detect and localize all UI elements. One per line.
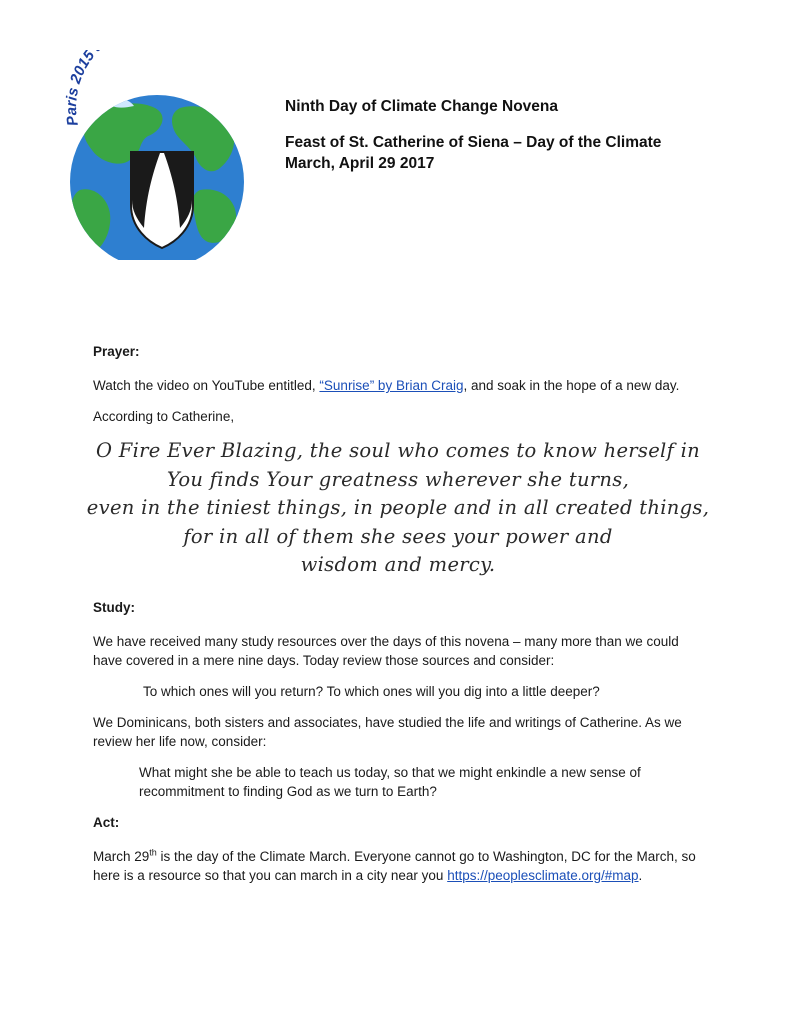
- globe-logo-icon: [60, 50, 250, 260]
- quote-line: wisdom and mercy.: [300, 553, 496, 576]
- study-paragraph-2: We Dominicans, both sisters and associates, have studied the life and writings of Catherine. As we review her life now, consider:: [93, 714, 682, 749]
- quote-line: for in all of them she sees your power and: [183, 524, 613, 548]
- header: [285, 96, 745, 174]
- video-text-after: , and soak in the hope of a new day.: [463, 378, 680, 393]
- act-superscript: th: [149, 847, 157, 857]
- act-text-before: March 29: [93, 848, 150, 864]
- video-text-before: Watch the video on YouTube entitled,: [93, 378, 320, 393]
- according-text: According to Catherine,: [93, 409, 235, 424]
- quote-line: even in the tiniest things, in people and in all created things,: [86, 496, 710, 519]
- date-line: March, April 29 2017: [285, 155, 435, 172]
- study-question-2: What might she be able to teach us today, so that we might enkindle a new sense of recommitment to finding God as we turn to Earth?: [139, 764, 641, 799]
- act-heading: Act:: [93, 814, 120, 830]
- study-heading: Study:: [93, 599, 135, 615]
- catherine-quote: [73, 437, 723, 580]
- act-period: .: [638, 867, 643, 883]
- study-paragraph-1: We have received many study resources over the days of this novena – many more than we could have covered in a mere nine days. Today review those sources and consider:: [93, 633, 679, 668]
- logo-arc-text: Paris 2015: [63, 50, 99, 128]
- peoples-climate-map-link[interactable]: https://peoplesclimate.org/#map: [447, 867, 639, 883]
- sunrise-video-link[interactable]: “Sunrise” by Brian Craig: [319, 378, 464, 393]
- page-title: Ninth Day of Climate Change Novena: [285, 98, 559, 115]
- study-question-1: To which ones will you return? To which ones will you dig into a little deeper?: [143, 683, 600, 699]
- page-subtitle: Feast of St. Catherine of Siena – Day of the Climate: [285, 134, 662, 151]
- video-paragraph: [93, 376, 703, 395]
- quote-line: O Fire Ever Blazing, the soul who comes to know herself in: [95, 439, 701, 462]
- prayer-heading: Prayer:: [93, 344, 140, 359]
- logo: [60, 50, 250, 260]
- act-paragraph: [93, 847, 703, 885]
- quote-line: You finds Your greatness wherever she turns,: [166, 467, 630, 491]
- document-body: [86, 342, 710, 885]
- act-text-after: is the day of the Climate March. Everyone cannot go to Washington, DC for the March, so here is a resource so that you can march in a city near you: [93, 848, 696, 883]
